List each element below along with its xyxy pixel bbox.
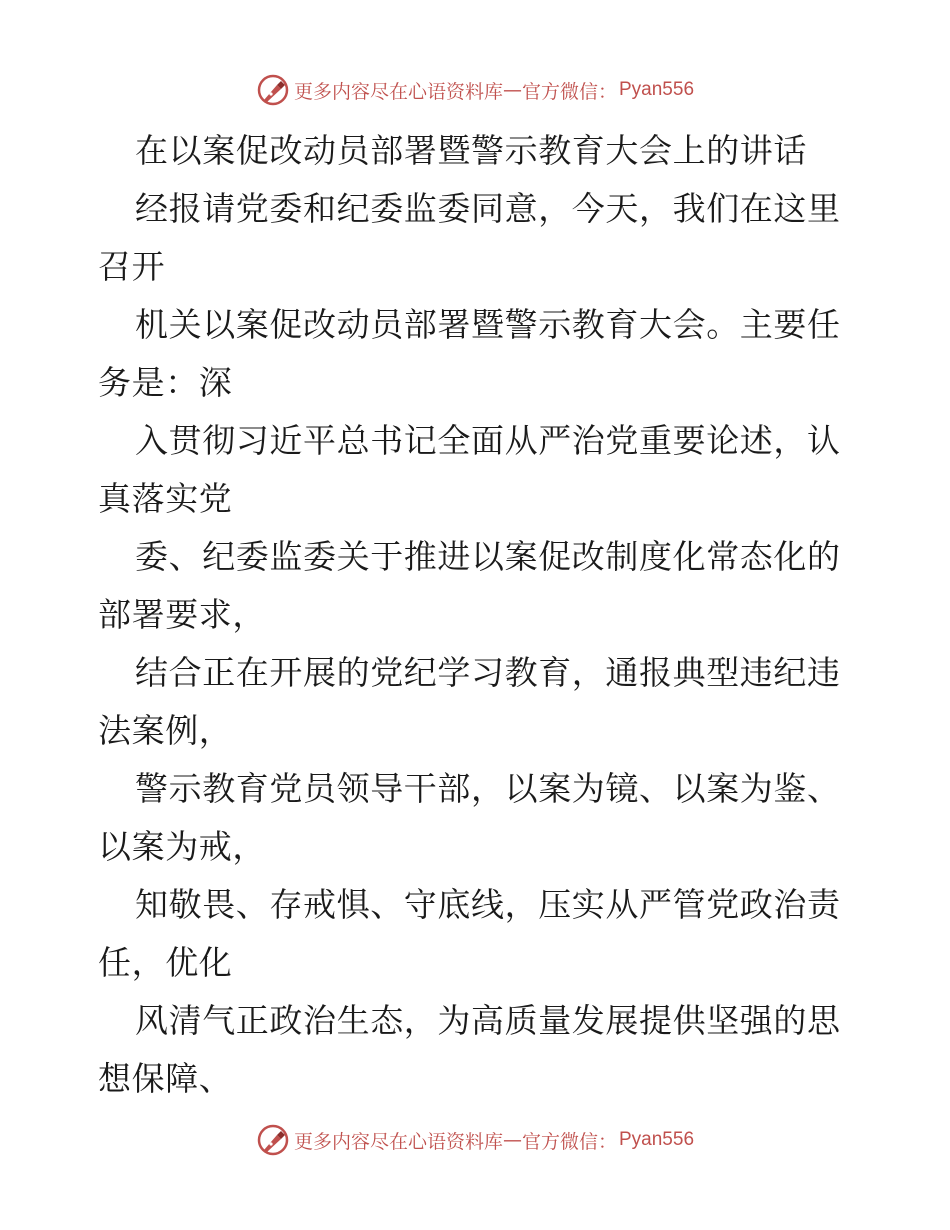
text-line: 以案为戒，	[98, 827, 266, 866]
text-line: 召开	[98, 247, 166, 286]
text-line: 务是：深	[98, 363, 233, 402]
text-line: 结合正在开展的党纪学习教育，通报典型违纪违	[135, 653, 841, 692]
document-title: 在以案促改动员部署暨警示教育大会上的讲话	[135, 131, 807, 170]
text-line: 想保障、	[98, 1059, 233, 1098]
watermark-footer	[0, 1120, 950, 1160]
watermark-wechat-id: Pyan556	[619, 79, 695, 100]
text-line: 机关以案促改动员部署暨警示教育大会。主要任	[135, 305, 841, 344]
watermark-text: 更多内容尽在心语资料库	[293, 80, 503, 103]
text-line: 法案例，	[98, 711, 233, 750]
watermark-text: 更多内容尽在心语资料库	[293, 1130, 503, 1153]
text-line: 部署要求，	[98, 595, 266, 634]
text-line: 入贯彻习近平总书记全面从严治党重要论述，认	[135, 421, 841, 460]
watermark-separator: —	[502, 1129, 522, 1151]
text-line: 委、纪委监委关于推进以案促改制度化常态化的	[135, 537, 841, 576]
watermark-wechat-id: Pyan556	[619, 1129, 695, 1150]
document-body	[98, 122, 858, 1108]
text-line: 警示教育党员领导干部，以案为镜、以案为鉴、	[135, 769, 841, 808]
text-line: 真落实党	[98, 479, 233, 518]
watermark-separator: —	[502, 79, 522, 101]
text-line: 知敬畏、存戒惧、守底线，压实从严管党政治责	[135, 885, 841, 924]
watermark-wechat-label: 官方微信：	[521, 1130, 617, 1153]
watermark-wechat-label: 官方微信：	[521, 80, 617, 103]
watermark-header	[0, 70, 950, 110]
text-line: 经报请党委和纪委监委同意，今天，我们在这里	[135, 189, 841, 228]
pen-nib-logo-icon	[256, 1123, 290, 1157]
pen-nib-logo-icon	[256, 73, 290, 107]
text-line: 风清气正政治生态，为高质量发展提供坚强的思	[135, 1001, 841, 1040]
text-line: 任，优化	[98, 943, 233, 982]
